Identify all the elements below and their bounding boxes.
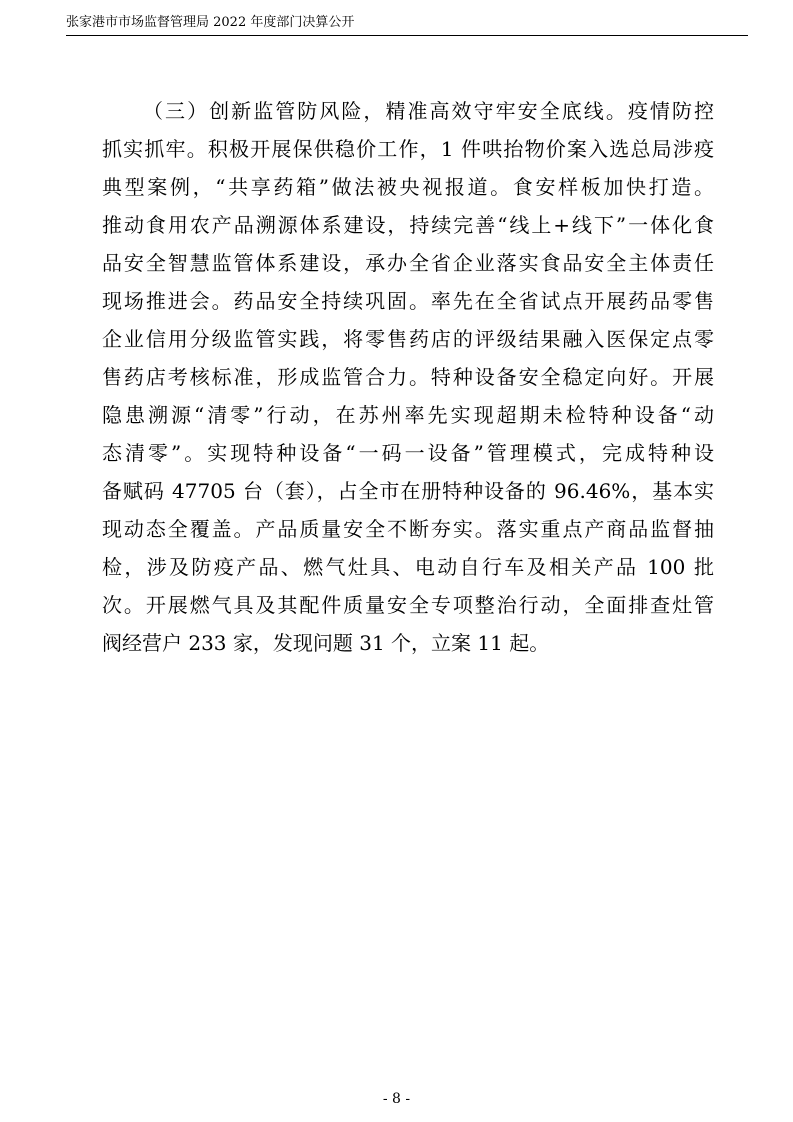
paragraph-line: 典型案例，“共享药箱”做法被央视报道。食安样板加快打造。 — [102, 175, 714, 199]
paragraph-line: 抓实抓牢。积极开展保供稳价工作，1 件哄抬物价案入选总局涉疫 — [102, 137, 714, 161]
paragraph-line: 现动态全覆盖。产品质量安全不断夯实。落实重点产商品监督抽 — [102, 517, 714, 541]
paragraph-line: 售药店考核标准，形成监管合力。特种设备安全稳定向好。开展 — [102, 365, 714, 389]
paragraph-line: 备赋码 47705 台（套），占全市在册特种设备的 96.46%，基本实 — [102, 479, 714, 503]
page-number: - 8 - — [382, 1091, 411, 1107]
paragraph-line: 推动食用农产品溯源体系建设，持续完善“线上+线下”一体化食 — [102, 213, 714, 237]
paragraph-line: 企业信用分级监管实践，将零售药店的评级结果融入医保定点零 — [102, 327, 714, 351]
paragraph-line: 品安全智慧监管体系建设，承办全省企业落实食品安全主体责任 — [102, 251, 714, 275]
page-header — [66, 13, 748, 36]
paragraph-line: 态清零”。实现特种设备“一码一设备”管理模式，完成特种设 — [102, 441, 714, 465]
paragraph-line: 次。开展燃气具及其配件质量安全专项整治行动，全面排查灶管 — [102, 593, 714, 617]
header-title: 张家港市市场监督管理局 2022 年度部门决算公开 — [66, 15, 355, 30]
paragraph-line: 阀经营户 233 家，发现问题 31 个，立案 11 起。 — [102, 631, 550, 655]
page-footer — [0, 1088, 793, 1108]
paragraph-line: 检，涉及防疫产品、燃气灶具、电动自行车及相关产品 100 批 — [102, 555, 714, 579]
paragraph-line: 隐患溯源“清零”行动，在苏州率先实现超期未检特种设备“动 — [102, 403, 714, 427]
paragraph-line: 现场推进会。药品安全持续巩固。率先在全省试点开展药品零售 — [102, 289, 714, 313]
paragraph-line: （三）创新监管防风险，精准高效守牢安全底线。疫情防控 — [143, 99, 714, 123]
